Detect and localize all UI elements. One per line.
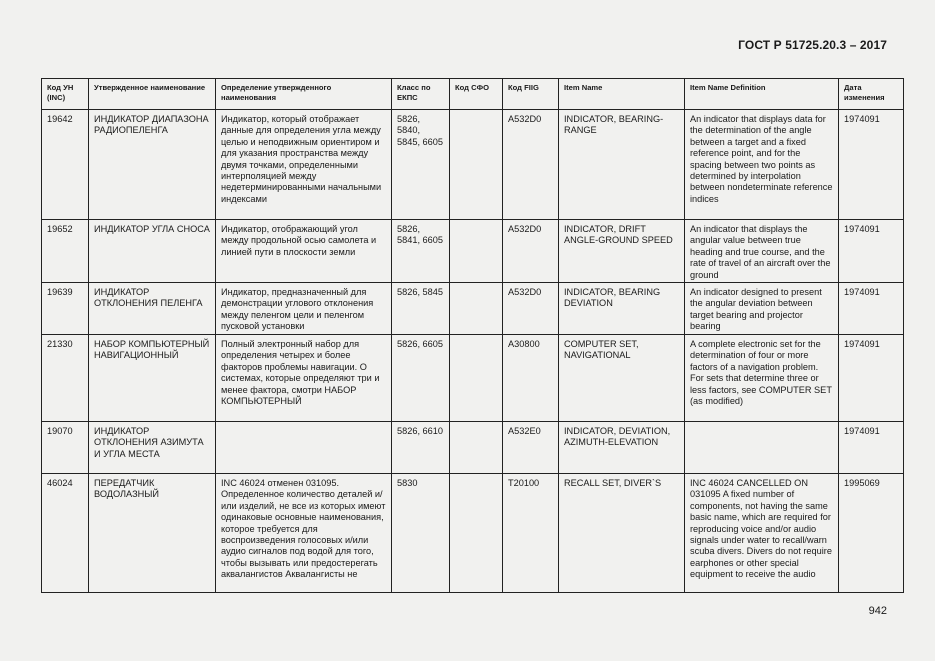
cell-item-definition: An indicator that displays the angular value between true heading and true course, and the rate of travel of an aircraft over the ground [685, 220, 839, 283]
cell-definition-ru: Полный электронный набор для определения четырех и более факторов проблемы навигации. О системах, которые определяют три и менее фактора, смотри НАБОР КОМПЬЮТЕРНЫЙ [216, 335, 392, 422]
cell-inc: 21330 [42, 335, 89, 422]
cell-class: 5830 [392, 474, 450, 593]
cell-fiig: A532D0 [503, 110, 559, 220]
cell-class: 5826, 6605 [392, 335, 450, 422]
table-header-row [42, 79, 904, 110]
cell-fiig: A532E0 [503, 422, 559, 474]
cell-definition-ru: INC 46024 отменен 031095. Определенное количество деталей и/или изделий, не все из которых имеют одинаковые основные наименования, которое требуется для воспроизведения голосовых и/или аудио сигналов под водой для того, чтобы вызывать или предостерегать аквалангистов Аквалангисты не [216, 474, 392, 593]
cell-sfo [450, 335, 503, 422]
cell-class: 5826, 5841, 6605 [392, 220, 450, 283]
table-row [42, 335, 904, 422]
cell-name-ru: НАБОР КОМПЬЮТЕРНЫЙ НАВИГАЦИОННЫЙ [89, 335, 216, 422]
cell-definition-ru: Индикатор, который отображает данные для определения угла между целью и неподвижным ориентиром и для указания пространства между двумя точками, определенными интерполяцией между недетерминированными начальными индексами [216, 110, 392, 220]
cell-inc: 46024 [42, 474, 89, 593]
cell-item-name: INDICATOR, DEVIATION, AZIMUTH-ELEVATION [559, 422, 685, 474]
cell-inc: 19639 [42, 283, 89, 335]
cell-name-ru: ИНДИКАТОР ДИАПАЗОНА РАДИОПЕЛЕНГА [89, 110, 216, 220]
table-row [42, 422, 904, 474]
page-number: 942 [868, 605, 887, 617]
cell-fiig: A532D0 [503, 220, 559, 283]
cell-item-definition: An indicator that displays data for the determination of the angle between a target and a fixed reference point, and for the spacing between two points as determined by interpolation between nondeterminate reference indices [685, 110, 839, 220]
header-fiig: Код FIIG [503, 79, 559, 110]
cell-item-definition: A complete electronic set for the determination of four or more factors of a navigation problem. For sets that determine three or less factors, see COMPUTER SET (as modified) [685, 335, 839, 422]
cell-sfo [450, 283, 503, 335]
cell-definition-ru [216, 422, 392, 474]
header-inc: Код УН (INC) [42, 79, 89, 110]
cell-inc: 19652 [42, 220, 89, 283]
cell-item-name: RECALL SET, DIVER`S [559, 474, 685, 593]
cell-name-ru: ПЕРЕДАТЧИК ВОДОЛАЗНЫЙ [89, 474, 216, 593]
cell-date: 1995069 [839, 474, 904, 593]
cell-inc: 19070 [42, 422, 89, 474]
header-date: Дата изменения [839, 79, 904, 110]
cell-item-definition: INC 46024 CANCELLED ON 031095 A fixed number of components, not having the same basic name, which are required for reproducing voice and/or audio signals under water to recall/warn scuba divers. Divers do not require earphones or other special equipment to receive the audio [685, 474, 839, 593]
cell-date: 1974091 [839, 283, 904, 335]
catalog-table [41, 78, 904, 593]
cell-date: 1974091 [839, 335, 904, 422]
header-definition-ru: Определение утвержденного наименования [216, 79, 392, 110]
cell-item-definition [685, 422, 839, 474]
document-header: ГОСТ Р 51725.20.3 – 2017 [738, 38, 887, 52]
table-row [42, 110, 904, 220]
cell-class: 5826, 6610 [392, 422, 450, 474]
header-item-definition: Item Name Definition [685, 79, 839, 110]
header-item-name: Item Name [559, 79, 685, 110]
header-class: Класс по ЕКПС [392, 79, 450, 110]
cell-fiig: A532D0 [503, 283, 559, 335]
table-row [42, 474, 904, 593]
cell-fiig: A30800 [503, 335, 559, 422]
cell-item-name: INDICATOR, BEARING DEVIATION [559, 283, 685, 335]
table-row [42, 283, 904, 335]
cell-fiig: T20100 [503, 474, 559, 593]
cell-sfo [450, 422, 503, 474]
header-name-ru: Утвержденное наименование [89, 79, 216, 110]
cell-item-definition: An indicator designed to present the angular deviation between target bearing and projector bearing [685, 283, 839, 335]
cell-definition-ru: Индикатор, предназначенный для демонстрации углового отклонения между пеленгом цели и пеленгом пусковой установки [216, 283, 392, 335]
cell-date: 1974091 [839, 220, 904, 283]
cell-sfo [450, 474, 503, 593]
cell-item-name: COMPUTER SET, NAVIGATIONAL [559, 335, 685, 422]
cell-definition-ru: Индикатор, отображающий угол между продольной осью самолета и линией пути в плоскости земли [216, 220, 392, 283]
cell-sfo [450, 220, 503, 283]
cell-inc: 19642 [42, 110, 89, 220]
table-row [42, 220, 904, 283]
cell-item-name: INDICATOR, DRIFT ANGLE-GROUND SPEED [559, 220, 685, 283]
cell-name-ru: ИНДИКАТОР ОТКЛОНЕНИЯ АЗИМУТА И УГЛА МЕСТА [89, 422, 216, 474]
cell-class: 5826, 5845 [392, 283, 450, 335]
cell-class: 5826, 5840, 5845, 6605 [392, 110, 450, 220]
cell-date: 1974091 [839, 110, 904, 220]
cell-name-ru: ИНДИКАТОР УГЛА СНОСА [89, 220, 216, 283]
cell-date: 1974091 [839, 422, 904, 474]
header-sfo: Код СФО [450, 79, 503, 110]
cell-item-name: INDICATOR, BEARING-RANGE [559, 110, 685, 220]
cell-name-ru: ИНДИКАТОР ОТКЛОНЕНИЯ ПЕЛЕНГА [89, 283, 216, 335]
cell-sfo [450, 110, 503, 220]
